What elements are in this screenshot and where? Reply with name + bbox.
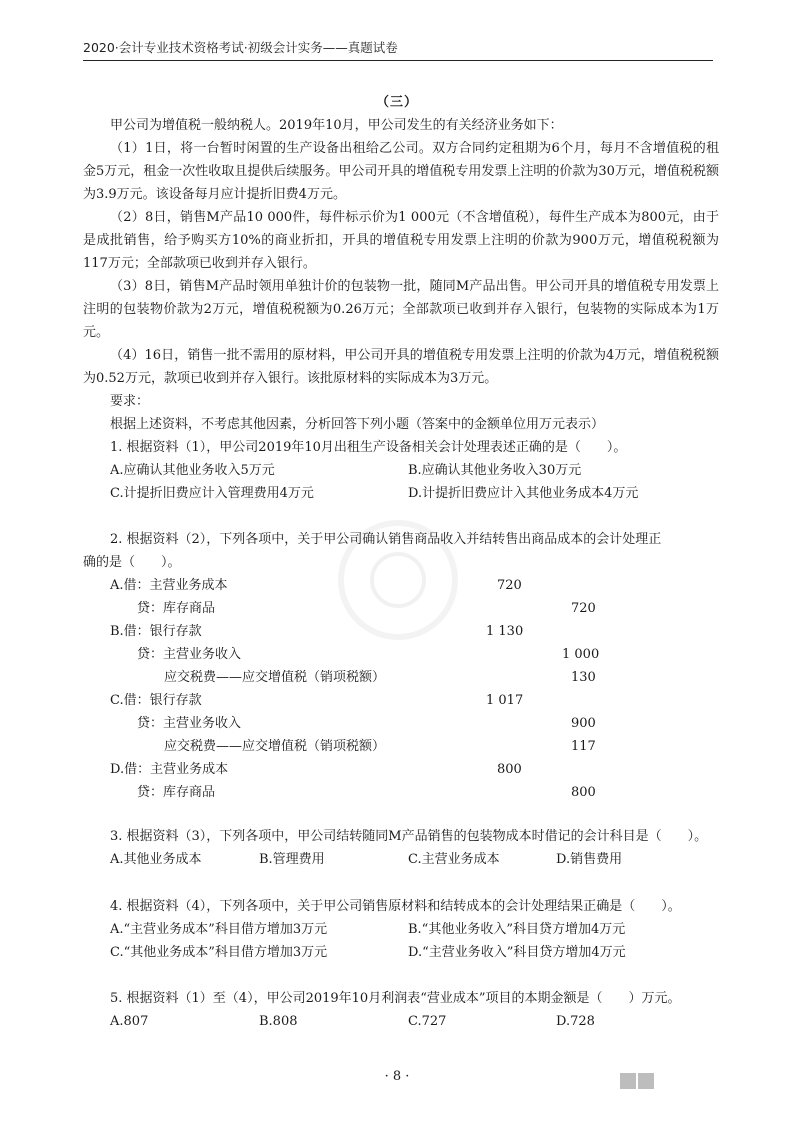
q3-stem: 3. 根据资料（3），下列各项中，甲公司结转随同M产品销售的包装物成本时借记的会计科目是（ ）。 xyxy=(110,829,708,844)
q2-d-debit-amount: 800 xyxy=(497,762,522,777)
page-header: 2020·会计专业技术资格考试·初级会计实务——真题试卷 xyxy=(83,40,398,55)
q4-option-a[interactable]: A.“主营业务成本”科目借方增加3万元 xyxy=(110,922,328,937)
q2-a-debit: A.借：主营业务成本 xyxy=(110,578,228,593)
page-corner-mark-left xyxy=(620,1073,636,1089)
intro-item-4: （4）16日，销售一批不需用的原材料，甲公司开具的增值税专用发票上注明的价款为4万元，增值税税额为0.52万元，款项已收到并存入银行。该批原材料的实际成本为3万元。 xyxy=(83,348,719,386)
q5-option-a[interactable]: A.807 xyxy=(110,1014,149,1029)
q1-option-b[interactable]: B.应确认其他业务收入30万元 xyxy=(408,463,582,478)
q1-option-a[interactable]: A.应确认其他业务收入5万元 xyxy=(110,463,275,478)
page-corner-mark-right xyxy=(638,1073,654,1089)
q2-b-debit-amount: 1 130 xyxy=(486,624,524,639)
q1-option-c[interactable]: C.计提折旧费应计入管理费用4万元 xyxy=(110,486,314,501)
q2-b-credit-2: 应交税费——应交增值税（销项税额） xyxy=(164,670,386,685)
q2-b-credit-1: 贷：主营业务收入 xyxy=(137,647,242,662)
q2-d-credit-amount: 800 xyxy=(571,785,596,800)
q2-c-debit: C.借：银行存款 xyxy=(110,693,202,708)
q2-b-credit-2-amount: 130 xyxy=(571,670,596,685)
watermark-seal-center xyxy=(370,552,426,608)
q2-b-credit-1-amount: 1 000 xyxy=(562,647,600,662)
q3-option-c[interactable]: C.主营业务成本 xyxy=(408,852,500,867)
q3-option-a[interactable]: A.其他业务成本 xyxy=(110,852,202,867)
intro-item-1: （1）1日，将一台暂时闲置的生产设备出租给乙公司。双方合同约定租期为6个月，每月不含增值税的租金5万元，租金一次性收取且提供后续服务。甲公司开具的增值税专用发票上注明的价款为30万元，增值税税额为3.9万元。该设备每月应计提折旧费4万元。 xyxy=(83,141,719,202)
q2-a-credit-amount: 720 xyxy=(571,601,596,616)
q4-stem: 4. 根据资料（4），下列各项中，关于甲公司销售原材料和结转成本的会计处理结果正确是（ ）。 xyxy=(110,899,681,914)
q1-option-d[interactable]: D.计提折旧费应计入其他业务成本4万元 xyxy=(408,486,639,501)
q4-option-c[interactable]: C.“其他业务成本”科目借方增加3万元 xyxy=(110,945,328,960)
intro-company: 甲公司为增值税一般纳税人。2019年10月，甲公司发生的有关经济业务如下： xyxy=(110,118,563,133)
q2-c-credit-1-amount: 900 xyxy=(571,716,596,731)
q4-option-d[interactable]: D.“主营业务收入”科目贷方增加4万元 xyxy=(408,945,626,960)
page-number: · 8 · xyxy=(384,1069,410,1084)
section-title: （三） xyxy=(375,95,418,110)
q2-stem-line2: 确的是（ ）。 xyxy=(83,555,181,570)
q2-a-credit: 贷：库存商品 xyxy=(137,601,216,616)
q2-a-debit-amount: 720 xyxy=(497,578,522,593)
q2-c-credit-2: 应交税费——应交增值税（销项税额） xyxy=(164,739,386,754)
requirement-text: 根据上述资料，不考虑其他因素，分析回答下列小题（答案中的金额单位用万元表示） xyxy=(110,417,605,432)
q2-c-credit-2-amount: 117 xyxy=(571,739,596,754)
q1-stem: 1. 根据资料（1），甲公司2019年10月出租生产设备相关会计处理表述正确的是（ ）。 xyxy=(110,440,627,455)
intro-item-3: （3）8日，销售M产品时领用单独计价的包装物一批，随同M产品出售。甲公司开具的增值税专用发票上注明的包装物价款为2万元，增值税税额为0.26万元；全部款项已收到并存入银行，包装物的实际成本为1万元。 xyxy=(83,279,719,340)
q2-c-debit-amount: 1 017 xyxy=(486,693,524,708)
q5-option-c[interactable]: C.727 xyxy=(408,1014,447,1029)
q2-d-credit: 贷：库存商品 xyxy=(137,785,216,800)
q3-option-b[interactable]: B.管理费用 xyxy=(259,852,325,867)
header-rule xyxy=(83,60,713,61)
q3-option-d[interactable]: D.销售费用 xyxy=(556,852,623,867)
q2-d-debit: D.借：主营业务成本 xyxy=(110,762,229,777)
q5-option-d[interactable]: D.728 xyxy=(556,1014,595,1029)
intro-item-2: （2）8日，销售M产品10 000件，每件标示价为1 000元（不含增值税），每件生产成本为800元，由于是成批销售，给予购买方10%的商业折扣，开具的增值税专用发票上注明的价款为900万元，增值税税额为117万元；全部款项已收到并存入银行。 xyxy=(83,210,719,271)
q5-option-b[interactable]: B.808 xyxy=(259,1014,298,1029)
q4-option-b[interactable]: B.“其他业务收入”科目贷方增加4万元 xyxy=(408,922,626,937)
q2-b-debit: B.借：银行存款 xyxy=(110,624,202,639)
requirement-label: 要求： xyxy=(110,394,150,409)
q2-stem-line1: 2. 根据资料（2），下列各项中，关于甲公司确认销售商品收入并结转售出商品成本的会计处理正 xyxy=(110,532,662,547)
q5-stem: 5. 根据资料（1）至（4），甲公司2019年10月利润表“营业成本”项目的本期金额是（ ）万元。 xyxy=(110,991,681,1006)
q2-c-credit-1: 贷：主营业务收入 xyxy=(137,716,242,731)
